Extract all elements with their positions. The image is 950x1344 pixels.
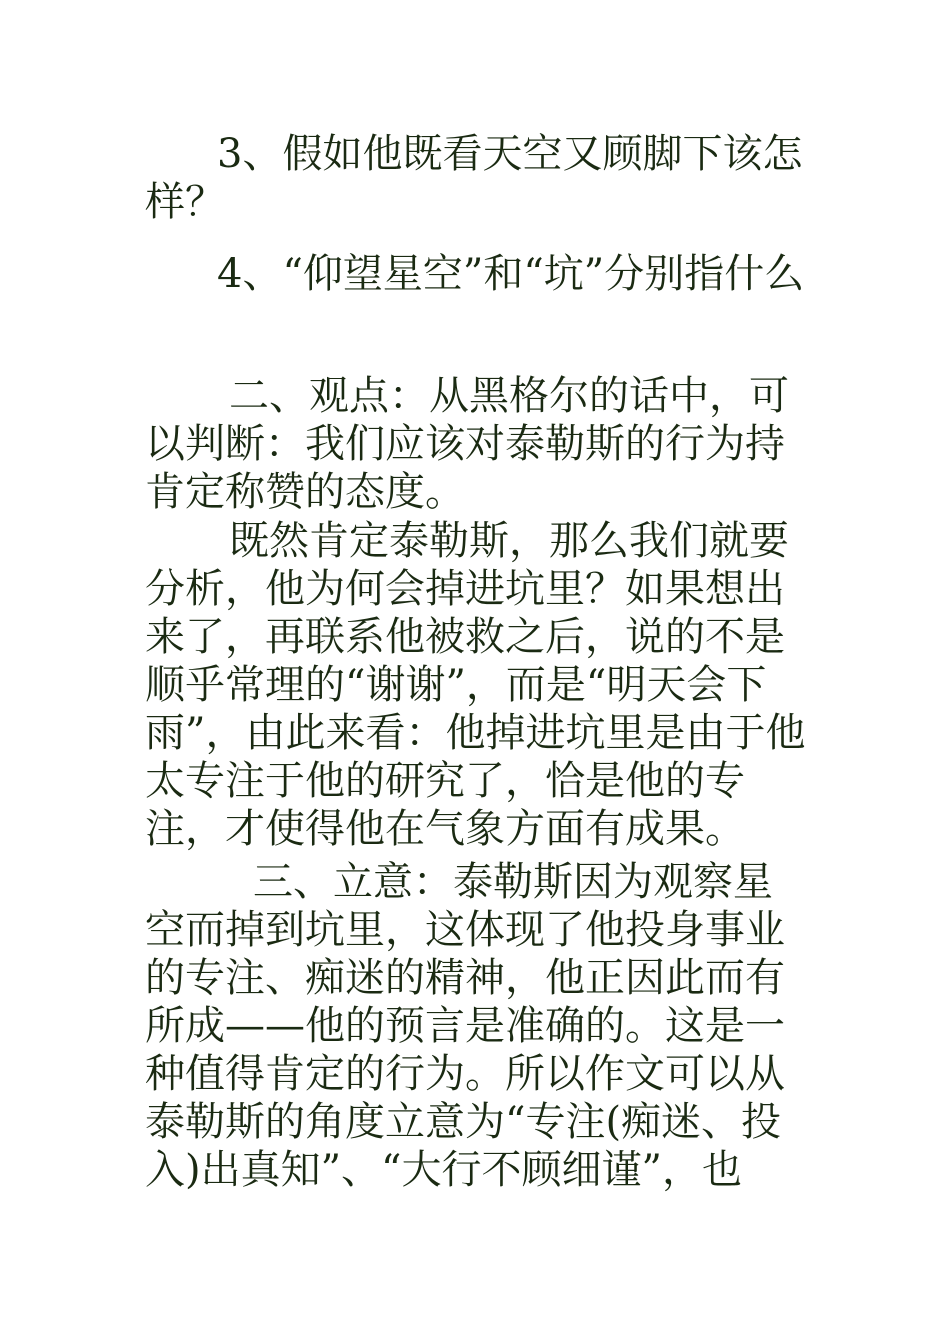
intent-paragraph: 三、立意：泰勒斯因为观察星空而掉到坑里，这体现了他投身事业的专注、痴迷的精神，他正因此而有所成——他的预言是准确的。这是一种值得肯定的行为。所以作文可以从泰勒斯的角度立意为“专注(痴迷、投入)出真知”、“大行不顾细谨”，也 <box>145 859 785 1193</box>
analysis-paragraph: 既然肯定泰勒斯，那么我们就要分析，他为何会掉进坑里？如果想出来了，再联系他被救之后，说的不是顺乎常理的“谢谢”，而是“明天会下雨”，由此来看：他掉进坑里是由于他太专注于他的研究了，恰是他的专注，才使得他在气象方面有成果。 <box>145 518 806 852</box>
viewpoint-paragraph: 二、观点：从黑格尔的话中，可以判断：我们应该对泰勒斯的行为持肯定称赞的态度。 <box>145 373 789 515</box>
question-4-paragraph: 4、“仰望星空”和“坑”分别指什么 <box>217 251 805 297</box>
question-3-paragraph: 3、假如他既看天空又顾脚下该怎样？ <box>145 131 803 225</box>
